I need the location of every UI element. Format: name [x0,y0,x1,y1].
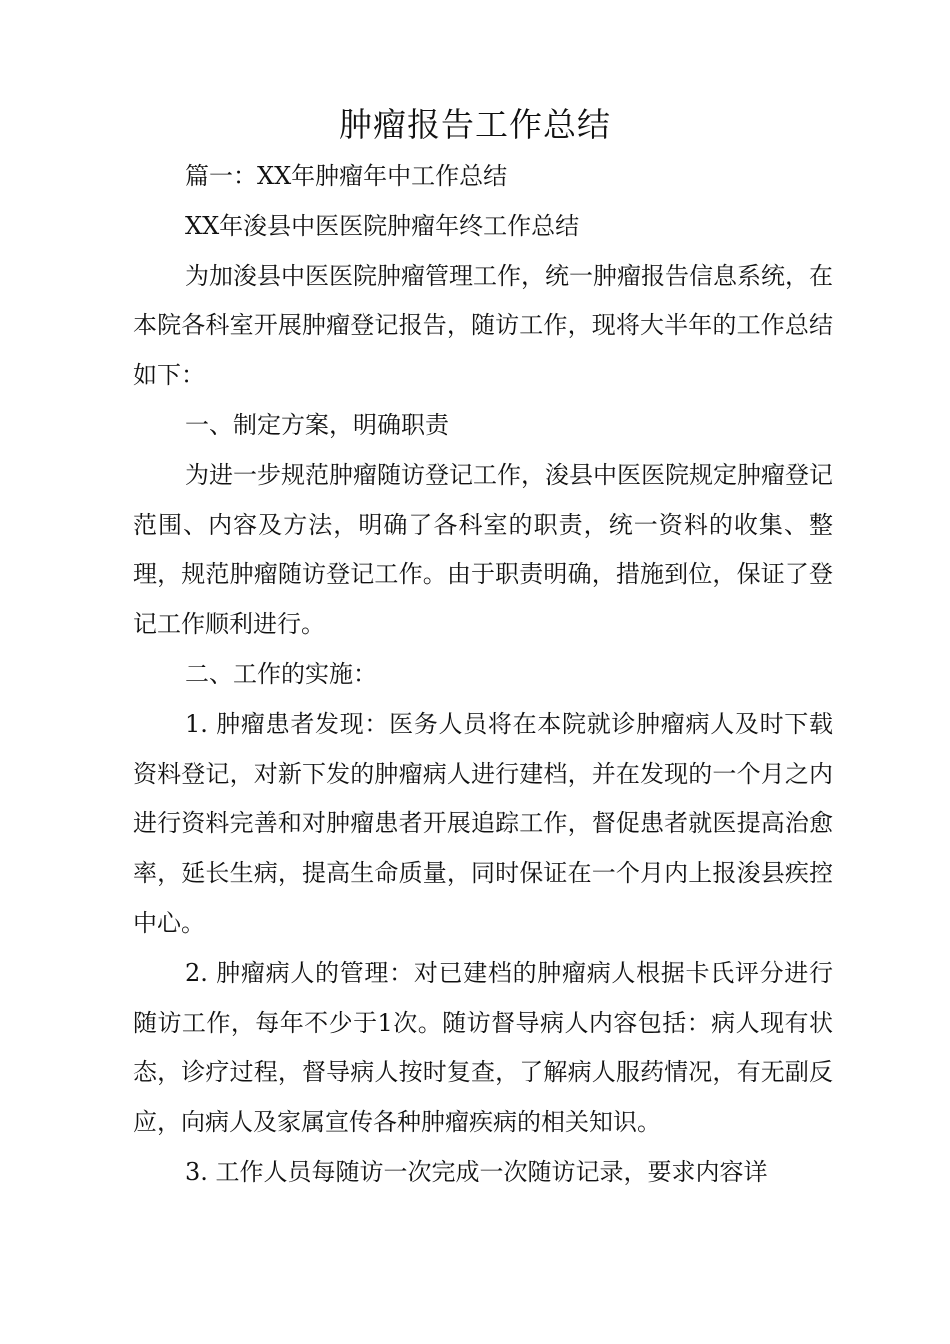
section-heading-1: 一、制定方案，明确职责 [185,410,449,439]
paragraph-item-3: 3. 工作人员每随访一次完成一次随访记录，要求内容详 [185,1157,768,1186]
paragraph-item-2: 2. 肿瘤病人的管理：对已建档的肿瘤病人根据卡氏评分进行随访工作，每年不少于1次。随访督导病人内容包括：病人现有状态，诊疗过程，督导病人按时复查，了解病人服药情况，有无副反应，向病人及家属宣传各种肿瘤疾病的相关知识。 [133,958,833,1137]
document-body [133,152,833,1198]
paragraph-section-1: 为进一步规范肿瘤随访登记工作，浚县中医医院规定肿瘤登记范围、内容及方法，明确了各科室的职责，统一资料的收集、整理，规范肿瘤随访登记工作。由于职责明确，措施到位，保证了登记工作顺利进行。 [133,460,833,639]
paragraph-item-1: 1. 肿瘤患者发现：医务人员将在本院就诊肿瘤病人及时下载资料登记，对新下发的肿瘤病人进行建档，并在发现的一个月之内进行资料完善和对肿瘤患者开展追踪工作，督促患者就医提高治愈率，延长生病，提高生命质量，同时保证在一个月内上报浚县疾控中心。 [133,709,833,937]
document-title: 肿瘤报告工作总结 [339,105,611,144]
paragraph-article-heading: 篇一：XX年肿瘤年中工作总结 [185,162,508,190]
paragraph-intro: 为加浚县中医医院肿瘤管理工作，统一肿瘤报告信息系统，在本院各科室开展肿瘤登记报告，随访工作，现将大半年的工作总结如下： [133,261,833,390]
paragraph-report-title: XX年浚县中医医院肿瘤年终工作总结 [185,211,580,240]
section-heading-2: 二、工作的实施： [185,659,377,688]
